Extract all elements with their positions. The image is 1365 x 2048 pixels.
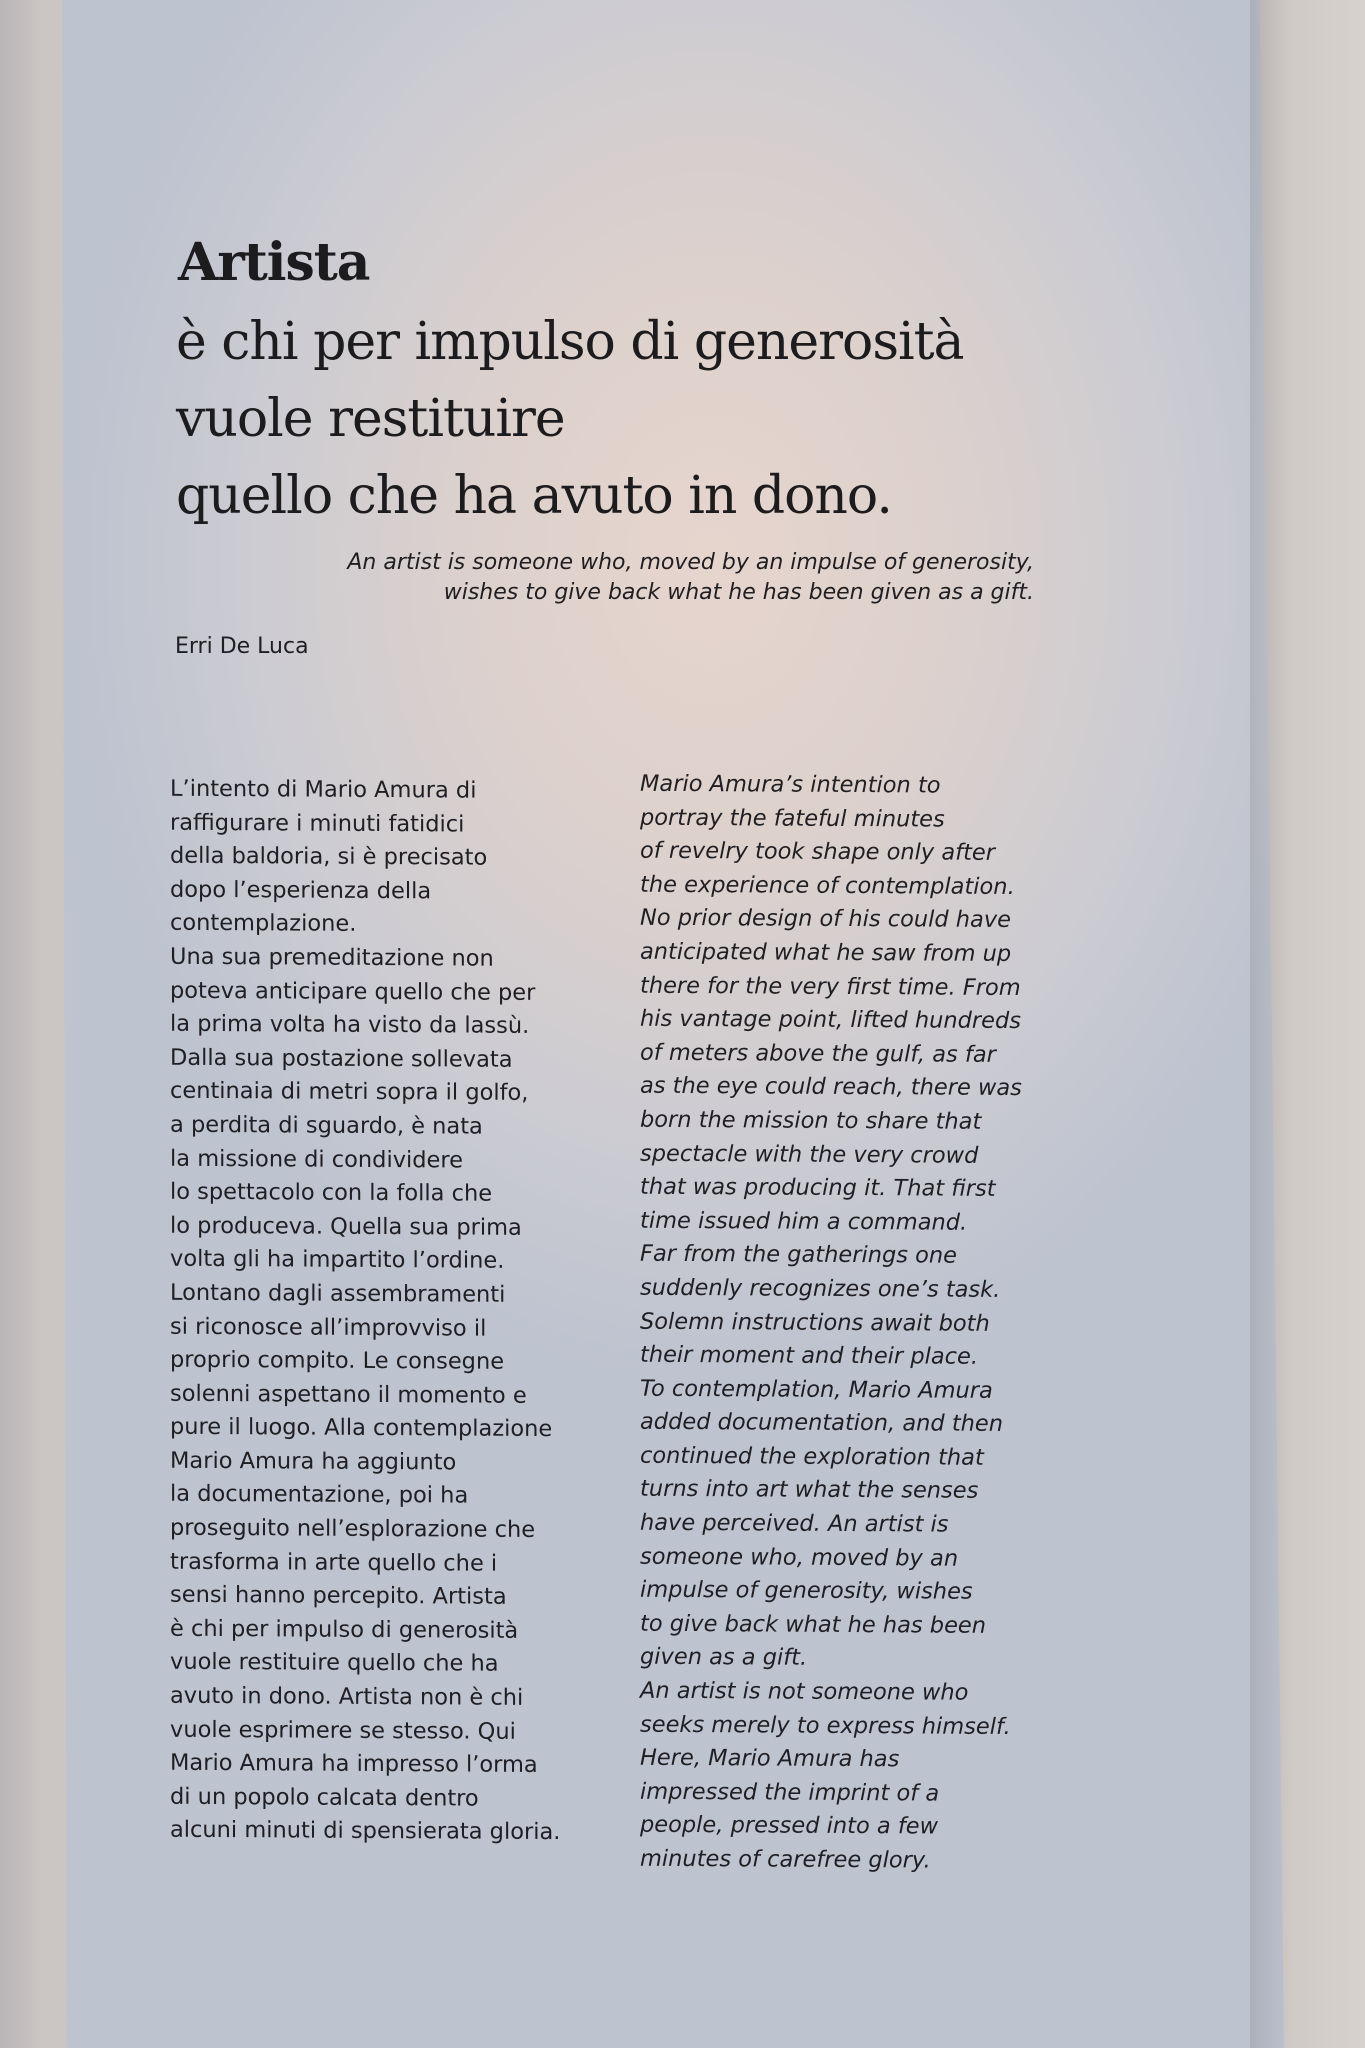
text-line: si riconosce all’improvviso il	[170, 1313, 487, 1342]
text-line: Mario Amura ha impresso l’orma	[170, 1749, 538, 1779]
text-line: poteva anticipare quello che per	[170, 977, 536, 1006]
text-line: avuto in dono. Artista non è chi	[170, 1682, 524, 1711]
text-line: Una sua premeditazione non	[170, 943, 494, 972]
text-line: Dalla sua postazione sollevata	[170, 1044, 513, 1073]
text-line: of revelry took shape only after	[640, 837, 996, 867]
text-line: time issued him a command.	[640, 1207, 968, 1236]
text-line: someone who, moved by an	[640, 1543, 959, 1572]
text-line: To contemplation, Mario Amura	[640, 1375, 993, 1404]
text-line: have perceived. An artist is	[640, 1509, 949, 1538]
text-line: his vantage point, lifted hundreds	[640, 1005, 1022, 1035]
text-line: centinaia di metri sopra il golfo,	[170, 1078, 529, 1107]
text-line: è chi per impulso di generosità	[170, 1615, 519, 1644]
text-line: solenni aspettano il momento e	[170, 1380, 527, 1409]
text-line: la prima volta ha visto da lassù.	[170, 1010, 530, 1040]
text-line: trasforma in arte quello che i	[170, 1548, 498, 1577]
text-line: lo spettacolo con la folla che	[170, 1178, 493, 1207]
translation-line: wishes to give back what he has been given as a gift.	[443, 580, 1034, 605]
text-line: vuole restituire quello che ha	[170, 1649, 499, 1678]
italian-quote	[176, 304, 964, 535]
text-line: No prior design of his could have	[640, 905, 1012, 934]
text-line: spectacle with the very crowd	[640, 1140, 979, 1169]
text-line: della baldoria, si è precisato	[170, 842, 488, 871]
text-line: lo produceva. Quella sua prima	[170, 1212, 522, 1241]
text-line: there for the very first time. From	[640, 972, 1021, 1001]
text-line: anticipated what he saw from up	[640, 938, 1012, 967]
panel-edge-shadow	[1250, 0, 1290, 2048]
text-line: proprio compito. Le consegne	[170, 1346, 505, 1375]
panel-title: Artista	[178, 232, 370, 293]
text-line: sensi hanno percepito. Artista	[170, 1581, 507, 1611]
text-line: raffigurare i minuti fatidici	[170, 809, 465, 838]
text-line: Far from the gatherings one	[640, 1241, 957, 1269]
text-line: suddenly recognizes one’s task.	[640, 1274, 1001, 1303]
text-line: Here, Mario Amura has	[640, 1744, 900, 1773]
text-line: Solemn instructions await both	[640, 1308, 990, 1337]
text-line: alcuni minuti di spensierata gloria.	[170, 1817, 561, 1846]
text-line: the experience of contemplation.	[640, 871, 1015, 900]
text-line: An artist is not someone who	[640, 1677, 969, 1706]
text-line: to give back what he has been	[640, 1610, 987, 1639]
text-line: seeks merely to express himself.	[640, 1711, 1011, 1740]
text-line: Lontano dagli assembramenti	[170, 1279, 506, 1308]
text-line: pure il luogo. Alla contemplazione	[170, 1413, 553, 1443]
quote-line: vuole restituire	[176, 389, 565, 449]
text-line: di un popolo calcata dentro	[170, 1783, 479, 1812]
text-line: volta gli ha impartito l’ordine.	[170, 1246, 505, 1275]
quote-line: quello che ha avuto in dono.	[176, 466, 892, 526]
text-line: la missione di condividere	[170, 1145, 463, 1174]
translation-line: An artist is someone who, moved by an impulse of generosity,	[347, 550, 1034, 575]
text-line: vuole esprimere se stesso. Qui	[170, 1716, 516, 1745]
text-line: as the eye could reach, there was	[640, 1073, 1022, 1102]
text-line: born the mission to share that	[640, 1106, 982, 1135]
text-line: impulse of generosity, wishes	[640, 1576, 973, 1605]
text-line: people, pressed into a few	[640, 1812, 939, 1840]
text-line: given as a gift.	[640, 1644, 808, 1672]
text-line: dopo l’esperienza della	[170, 876, 432, 905]
text-line: turns into art what the senses	[640, 1476, 979, 1505]
text-line: continued the exploration that	[640, 1442, 984, 1471]
text-line: of meters above the gulf, as far	[640, 1039, 996, 1068]
text-line: Mario Amura’s intention to	[640, 770, 941, 799]
text-line: la documentazione, poi ha	[170, 1481, 469, 1510]
text-line: added documentation, and then	[640, 1408, 1004, 1438]
text-line: minutes of carefree glory.	[640, 1845, 931, 1874]
text-line: their moment and their place.	[640, 1341, 979, 1370]
text-line: a perdita di sguardo, è nata	[170, 1111, 483, 1140]
italian-text-column	[170, 773, 590, 1851]
quote-line: è chi per impulso di generosità	[176, 312, 964, 372]
text-line: proseguito nell’esplorazione che	[170, 1514, 536, 1544]
text-line: portray the fateful minutes	[640, 804, 945, 833]
text-line: impressed the imprint of a	[640, 1778, 940, 1807]
text-line: that was producing it. That first	[640, 1173, 996, 1203]
english-quote-translation	[300, 548, 1034, 608]
text-line: contemplazione.	[170, 910, 357, 938]
text-line: Mario Amura ha aggiunto	[170, 1447, 457, 1476]
english-text-column	[640, 768, 1060, 1879]
text-line: L’intento di Mario Amura di	[170, 775, 477, 804]
quote-author: Erri De Luca	[175, 634, 309, 659]
